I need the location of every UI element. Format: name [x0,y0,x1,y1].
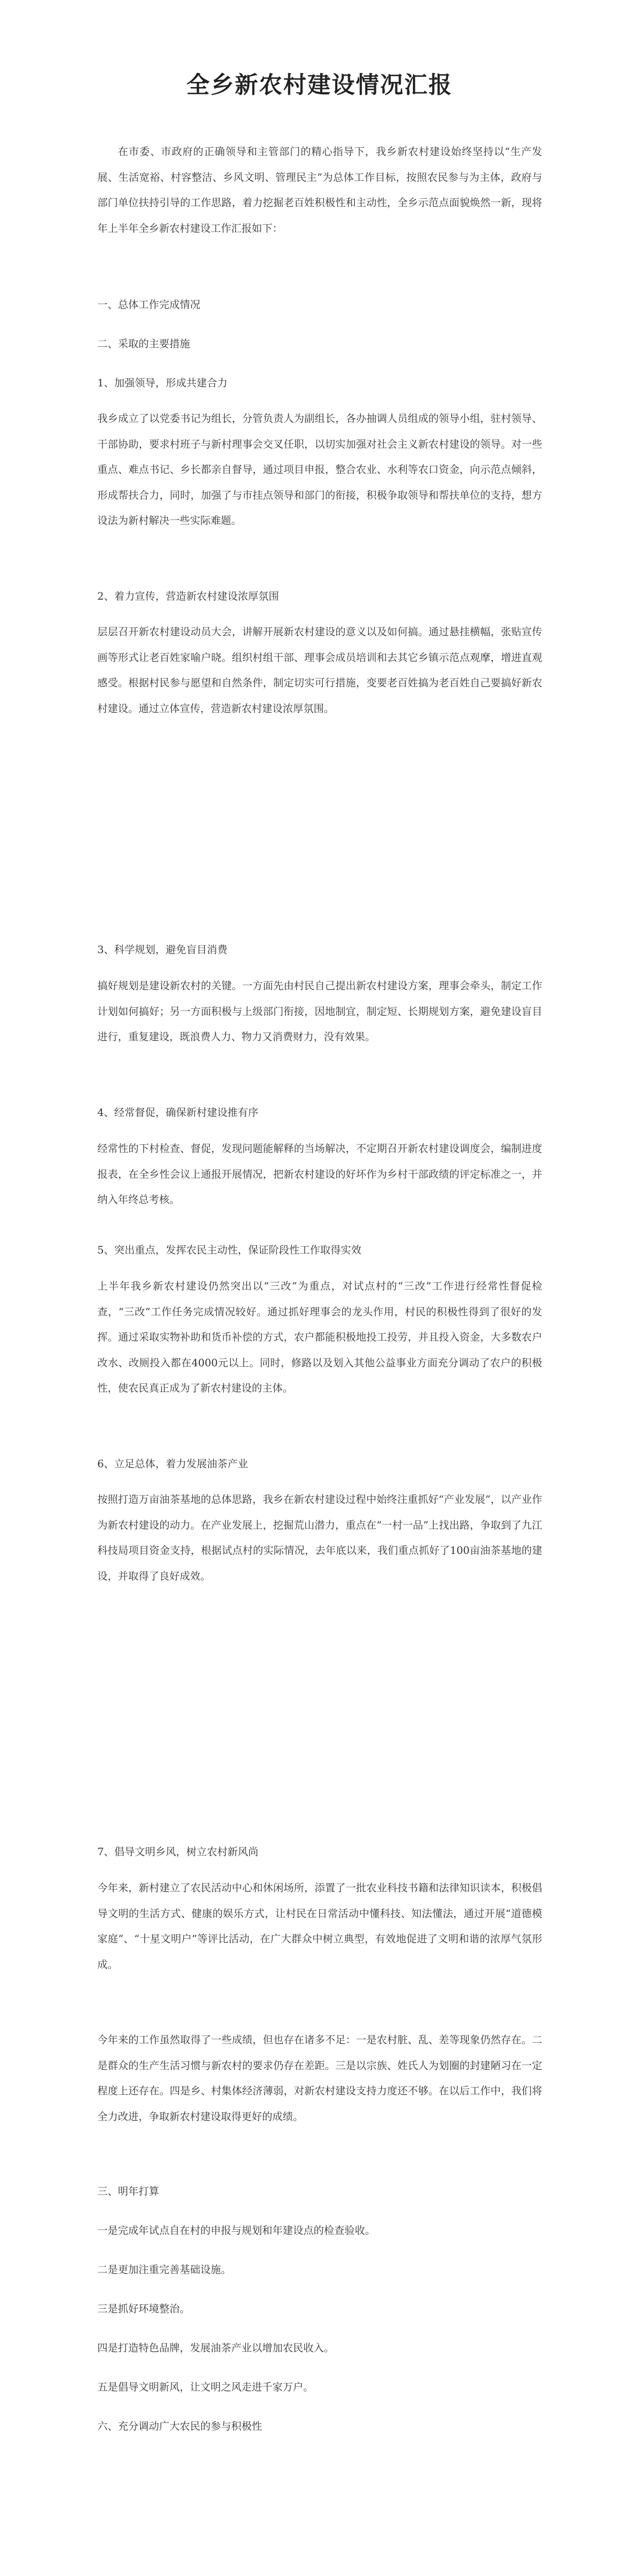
intro-paragraph: 在市委、市政府的正确领导和主管部门的精心指导下，我乡新农村建设始终坚持以“生产发展、生活宽裕、村容整洁、乡风文明、管理民主”为总体工作目标，按照农民参与为主体，政府与部门单位扶持引导的工作思路，着力挖掘老百姓积极性和主动性，全乡示范点面貌焕然一新，现将年上半年全乡新农村建设工作汇报如下： [97,145,542,234]
item-1-heading: 1、加强领导，形成共建合力 [97,377,228,389]
section-heading-measures: 二、采取的主要措施 [97,337,190,350]
plan-item-1: 一是完成年试点自在村的申报与规划和年建设点的检查验收。 [97,2224,375,2236]
item-7-heading: 7、倡导文明乡风，树立农村新风尚 [97,1845,258,1858]
item-1-paragraph: 我乡成立了以党委书记为组长，分管负责人为副组长，各办抽调人员组成的领导小组，驻村领导、干部协助，要求村班子与新村理事会交叉任职，以切实加强对社会主义新农村建设的领导。对一些重点、难点书记、乡长都亲自督导，通过项目申报，整合农业、水利等农口资金，向示范点倾斜，形成帮扶合力，同时，加强了与市挂点领导和部门的衔接，积极争取领导和帮扶单位的支持，想方设法为新村解决一些实际难题。 [97,412,542,527]
document-title: 全乡新农村建设情况汇报 [186,71,453,98]
section-heading-farmer-participation: 六、充分调动广大农民的参与积极性 [97,2420,262,2432]
plan-item-3: 三是抓好环境整治。 [97,2302,190,2315]
item-2-paragraph: 层层召开新农村建设动员大会，讲解开展新农村建设的意义以及如何搞。通过悬挂横幅，张贴宣传画等形式让老百姓家喻户晓。组织村组干部、理事会成员培训和去其它乡镇示范点观摩，增进直观感受。根据村民参与愿望和自然条件，制定切实可行措施，变要老百姓搞为老百姓自己要搞好新农村建设。通过立体宣传，营造新农村建设浓厚氛围。 [97,625,542,715]
item-5-heading: 5、突出重点，发挥农民主动性，保证阶段性工作取得实效 [97,1244,361,1256]
plan-item-4: 四是打造特色品牌，发展油茶产业以增加农民收入。 [97,2342,334,2354]
problems-paragraph: 今年来的工作虽然取得了一些成绩，但也存在诸多不足：一是农村脏、乱、差等现象仍然存在。二是群众的生产生活习惯与新农村的要求仍存在差距。三是以宗族、姓氏人为划圈的封建陋习在一定程度上还存在。四是乡、村集体经济薄弱，对新农村建设支持力度还不够。在以后工作中，我们将全力改进，争取新农村建设取得更好的成绩。 [97,2033,542,2123]
item-6-paragraph: 按照打造万亩油茶基地的总体思路，我乡在新农村建设过程中始终注重抓好“产业发展”，以产业作为新农村建设的动力。在产业发展上，挖掘荒山潜力，重点在“一村一品”上找出路，争取到了九江科技局项目资金支持，根据试点村的实际情况，去年底以来，我们重点抓好了100亩油茶基地的建设，并取得了良好成效。 [97,1493,542,1582]
section-heading-overview: 一、总体工作完成情况 [97,298,200,311]
item-4-paragraph: 经常性的下村检查、督促，发现问题能解释的当场解决，不定期召开新农村建设调度会，编制进度报表，在全乡性会议上通报开展情况，把新农村建设的好坏作为乡村干部政绩的评定标准之一，并纳入年终总考核。 [97,1142,542,1206]
item-4-heading: 4、经常督促，确保新村建设推有序 [97,1106,258,1118]
plan-item-2: 二是更加注重完善基础设施。 [97,2263,231,2276]
item-3-heading: 3、科学规划，避免盲目消费 [97,943,228,956]
item-5-paragraph: 上半年我乡新农村建设仍然突出以“三改”为重点，对试点村的“三改”工作进行经常性督促检查，“三改”工作任务完成情况较好。通过抓好理事会的龙头作用，村民的积极性得到了很好的发挥。通过采取实物补助和货币补偿的方式，农户都能积极地投工投劳，并且投入资金，大多数农户改水、改厕投入都在4000元以上。同时，修路以及划入其他公益事业方面充分调动了农户的积极性，使农民真正成为了新农村建设的主体。 [97,1280,542,1394]
item-3-paragraph: 搞好规划是建设新农村的关键。一方面先由村民自己提出新农村建设方案，理事会牵头，制定工作计划如何搞好；另一方面积极与上级部门衔接，因地制宜，制定短、长期规划方案，避免建设盲目进行，重复建设，既浪费人力、物力又消费财力，没有效果。 [97,979,542,1043]
item-2-heading: 2、着力宣传，营造新农村建设浓厚氛围 [97,590,279,602]
section-heading-plans: 三、明年打算 [97,2185,159,2197]
item-6-heading: 6、立足总体，着力发展油茶产业 [97,1458,248,1470]
plan-item-5: 五是倡导文明新风，让文明之风走进千家万户。 [97,2381,314,2393]
item-7-paragraph: 今年来，新村建立了农民活动中心和休闲场所，添置了一批农业科技书籍和法律知识读本，积极倡导文明的生活方式、健康的娱乐方式，让村民在日常活动中懂科技、知法懂法，通过开展“道德模家庭”、“十星文明户”等评比活动，在广大群众中树立典型，有效地促进了文明和谐的浓厚气氛形成。 [97,1882,542,1971]
